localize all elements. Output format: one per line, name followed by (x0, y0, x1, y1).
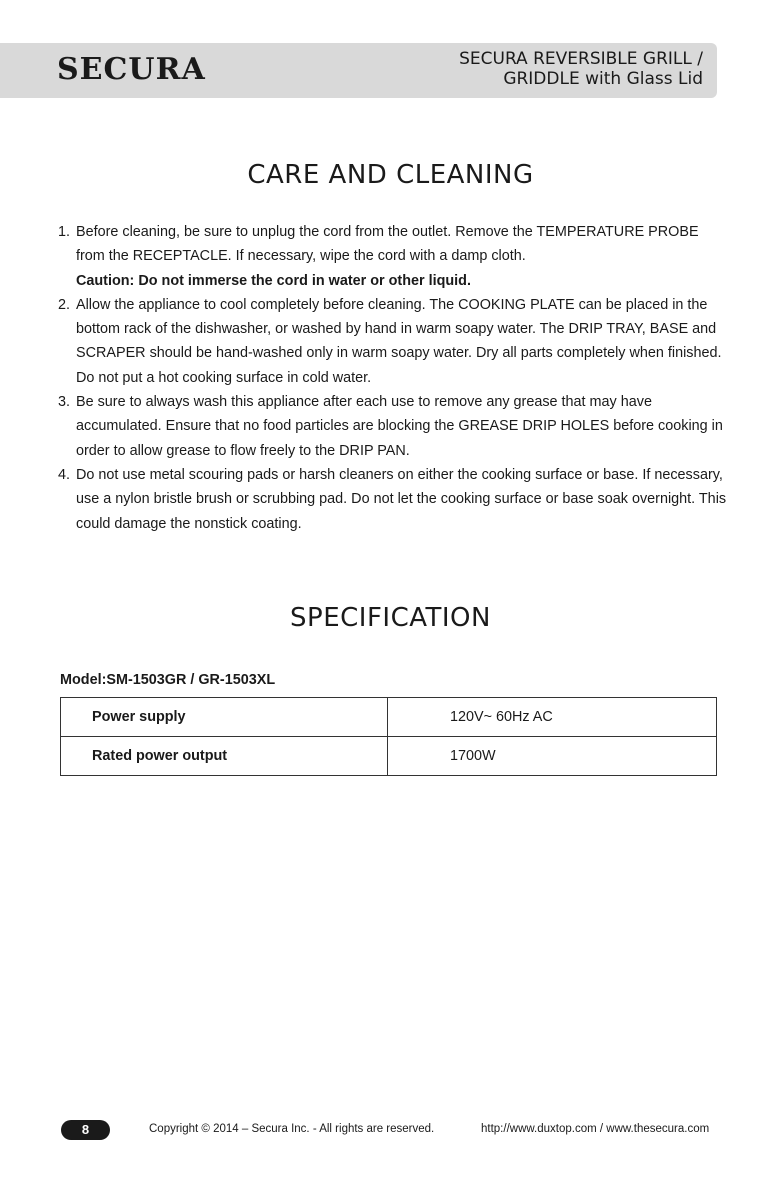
table-row (61, 737, 717, 776)
spec-label: Power supply (61, 698, 388, 737)
document-title-line-2: GRIDDLE with Glass Lid (503, 69, 703, 89)
specification-heading: SPECIFICATION (290, 603, 491, 633)
care-item-number: 2. (58, 296, 71, 313)
model-number: Model:SM-1503GR / GR-1503XL (60, 672, 276, 688)
care-instructions-list (58, 220, 728, 536)
copyright-text: Copyright © 2014 – Secura Inc. - All rights are reserved. (149, 1123, 435, 1135)
care-item-3 (58, 390, 728, 463)
specification-table (60, 697, 717, 776)
care-item-text: Do not use metal scouring pads or harsh cleaners on either the cooking surface or base. If necessary, use a nylon bristle brush or scrubbing pad. Do not let the cooking surface or base soak overnight. This could damage the nonstick coating. (76, 466, 727, 532)
care-item-number: 4. (58, 466, 71, 483)
care-item-text: Before cleaning, be sure to unplug the cord from the outlet. Remove the TEMPERATURE PROBE from the RECEPTACLE. If necessary, wipe the cord with a damp cloth. (76, 224, 699, 265)
page-footer (0, 1117, 781, 1143)
care-item-4 (58, 463, 728, 536)
spec-label: Rated power output (61, 737, 388, 776)
page-number-badge: 8 (61, 1120, 110, 1140)
care-cleaning-heading: CARE AND CLEANING (247, 160, 534, 190)
care-item-number: 1. (58, 224, 71, 240)
document-title-line-1: SECURA REVERSIBLE GRILL / (459, 49, 703, 69)
care-item-1 (58, 220, 728, 293)
care-item-text: Be sure to always wash this appliance after each use to remove any grease that may have accumulated. Ensure that no food particles are blocking the GREASE DRIP HOLES before cooking in order to allow grease to flow freely to the DRIP PAN. (76, 394, 723, 459)
spec-value: 120V~ 60Hz AC (388, 698, 717, 737)
spec-value: 1700W (388, 737, 717, 776)
caution-note: Caution: Do not immerse the cord in water or other liquid. (76, 272, 471, 289)
table-row (61, 698, 717, 737)
care-item-number: 3. (58, 394, 71, 411)
website-urls: http://www.duxtop.com / www.thesecura.com (481, 1123, 710, 1135)
care-item-2 (58, 293, 728, 390)
document-title (459, 49, 703, 89)
brand-logo: SECURA (57, 52, 206, 87)
care-item-text: Allow the appliance to cool completely before cleaning. The COOKING PLATE can be placed in the bottom rack of the dishwasher, or washed by hand in warm soapy water. The DRIP TRAY, BASE and SCRAPER should be hand-washed only in warm soapy water. Dry all parts completely when finished. Do not put a hot cooking surface in cold water. (76, 296, 722, 386)
